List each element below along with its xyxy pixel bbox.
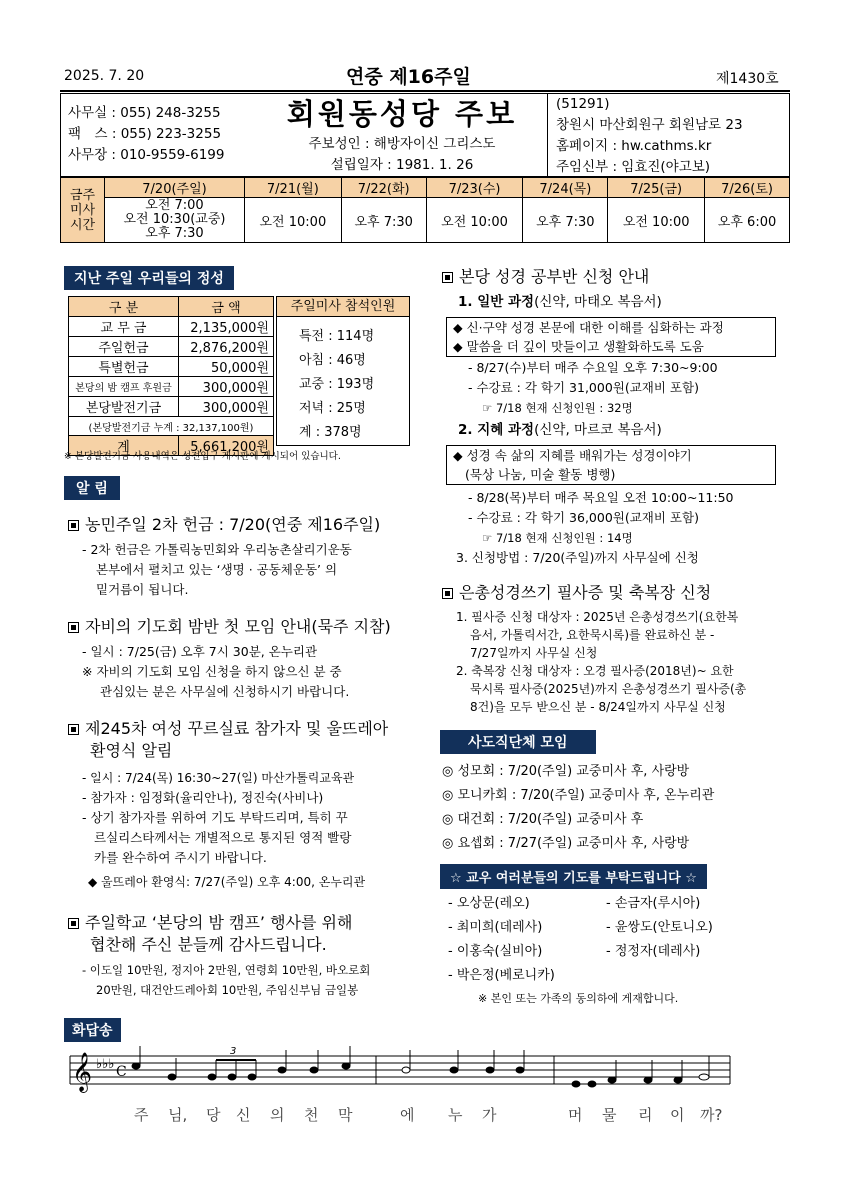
office-phone: 사무실 : 055) 248-3255 xyxy=(68,105,221,121)
attendance-row: 교중 : 193명 xyxy=(299,377,375,392)
wisdom-course xyxy=(458,420,662,440)
notice-line: 관심있는 분은 사무실에 신청하시기 바랍니다. xyxy=(100,684,350,699)
offering-category: 본당발전기금 xyxy=(69,397,179,417)
day-header: 7/24(목) xyxy=(523,178,608,198)
copy-line: 7/27일까지 사무실 신청 xyxy=(470,646,598,660)
day-header: 7/25(금) xyxy=(608,178,705,198)
mass-time: 오전 7:00 xyxy=(145,198,204,213)
lyric-syllable: 님, xyxy=(168,1106,188,1124)
mass-time: 오전 10:00 xyxy=(426,198,523,243)
lyric-syllable: 누 xyxy=(448,1106,463,1124)
lyric-syllable: 리 xyxy=(638,1106,653,1124)
title-block xyxy=(268,94,536,176)
lyric-syllable: 막 xyxy=(338,1106,353,1124)
mass-time: 오후 6:00 xyxy=(705,198,790,243)
lyric-syllable: 머 xyxy=(568,1106,583,1124)
notice-line: - 일시 : 7/24(목) 16:30~27(일) 마산가톨릭교육관 xyxy=(82,771,355,785)
header-rule xyxy=(60,90,790,92)
offering-badge: 지난 주일 우리들의 정성 xyxy=(64,266,234,290)
fund-footnote: ※ 본당발전기금 사용내역은 성전입구 게시판에 게시되어 있습니다. xyxy=(64,451,341,462)
notice-3 xyxy=(68,718,408,892)
header-divider xyxy=(547,93,548,177)
notice-2 xyxy=(68,616,408,702)
notice-line: - 상기 참가자를 위하여 기도 부탁드리며, 특히 꾸 xyxy=(82,810,348,825)
notice-title-cont: 협찬해 주신 분들께 감사드립니다. xyxy=(90,935,327,954)
course-desc: ◆ 성경 속 삶의 지혜를 배워가는 성경이야기 xyxy=(453,448,692,463)
svg-text:𝄞: 𝄞 xyxy=(72,1052,93,1092)
checkbox-icon xyxy=(68,724,79,735)
course-line: ☞ 7/18 현재 신청인원 : 14명 xyxy=(482,531,633,545)
copy-line: 2. 축복장 신청 대상자 : 오경 필사증(2018년)~ 요한 xyxy=(456,664,734,678)
attendance-row: 특전 : 114명 xyxy=(299,329,375,344)
consent-note: ※ 본인 또는 가족의 동의하에 게재합니다. xyxy=(478,992,679,1005)
mass-schedule-table xyxy=(60,177,790,243)
offering-amount: 2,876,200원 xyxy=(179,337,274,357)
copy-line: 묵시록 필사증(2025년)까지 은총성경쓰기 필사증(총 xyxy=(470,682,747,696)
day-header: 7/21(월) xyxy=(245,178,342,198)
checkbox-icon xyxy=(68,918,79,929)
copy-line: 8건)을 모두 받으신 분 - 8/24일까지 사무실 신청 xyxy=(470,700,726,714)
issue-date: 2025. 7. 20 xyxy=(64,68,145,84)
course-line: ☞ 7/18 현재 신청인원 : 32명 xyxy=(482,401,633,415)
lyric-syllable: 신 xyxy=(236,1106,251,1124)
apply-method: 3. 신청방법 : 7/20(주일)까지 사무실에 신청 xyxy=(456,550,699,565)
prayer-right xyxy=(606,892,713,964)
offering-category: 교 무 금 xyxy=(69,317,179,337)
mass-time: 오후 7:30 xyxy=(341,198,426,243)
group-item: ◎ 요셉회 : 7/27(주일) 교중미사 후, 사랑방 xyxy=(442,836,690,851)
prayer-badge: ☆ 교우 여러분들의 기도를 부탁드립니다 ☆ xyxy=(440,864,707,889)
notice-title: 자비의 기도회 밤반 첫 모임 안내(묵주 지참) xyxy=(85,617,391,636)
prayer-name: - 오상문(레오) xyxy=(448,896,530,911)
notice-4 xyxy=(68,912,408,1000)
offering-category: 본당의 밤 캠프 후원금 xyxy=(69,377,179,397)
liturgical-week: 연중 제16주일 xyxy=(346,66,471,88)
svg-text:♭♭♭: ♭♭♭ xyxy=(96,1057,115,1072)
groups-list xyxy=(442,760,714,856)
course-name: 2. 지혜 과정 xyxy=(458,422,535,438)
music-staff xyxy=(64,1036,736,1126)
offering-category: 주일헌금 xyxy=(69,337,179,357)
svg-text:3: 3 xyxy=(230,1046,237,1057)
lyric-syllable: 의 xyxy=(270,1106,285,1124)
lyrics-row xyxy=(134,1106,722,1124)
copy-line: 음서, 가톨릭서간, 요한묵시록)를 완료하신 분 - xyxy=(470,628,715,642)
col-header: 금 액 xyxy=(179,297,274,317)
fund-total-note: (본당발전기금 누계 : 32,137,100원) xyxy=(69,417,274,436)
office-contacts xyxy=(68,103,224,166)
course-sub: (신약, 마태오 복음서) xyxy=(534,294,662,310)
svg-text:C: C xyxy=(116,1064,127,1080)
attendance-row: 저녁 : 25명 xyxy=(299,401,366,416)
checkbox-icon xyxy=(442,588,453,599)
course-desc-box xyxy=(446,317,776,357)
attendance-row: 아침 : 46명 xyxy=(299,353,366,368)
patron-saint: 주보성인 : 해방자이신 그리스도 xyxy=(308,136,496,152)
issue-number: 제1430호 xyxy=(716,71,779,87)
notice-line: ※ 자비의 기도회 모임 신청을 하지 않으신 분 중 xyxy=(82,664,342,679)
course-details xyxy=(468,358,718,418)
lyric-syllable: 물 xyxy=(602,1106,617,1124)
notice-title-cont: 환영식 알림 xyxy=(90,741,173,760)
prayer-name: - 최미희(데레사) xyxy=(448,920,543,935)
prayer-name: - 손금자(루시아) xyxy=(606,896,701,911)
lyric-syllable: 천 xyxy=(304,1106,319,1124)
notice-line: ◆ 울뜨레아 환영식: 7/27(주일) 오후 4:00, 온누리관 xyxy=(88,875,366,889)
notice-line: - 이도일 10만원, 정지아 2만원, 연령회 10만원, 바오로회 xyxy=(82,963,371,977)
course-line: - 8/27(수)부터 매주 수요일 오후 7:30~9:00 xyxy=(468,360,718,375)
course-desc: ◆ 말씀을 더 깊이 맛들이고 생활화하도록 도움 xyxy=(453,339,704,354)
mass-time: 오후 7:30 xyxy=(523,198,608,243)
checkbox-icon xyxy=(68,622,79,633)
secretary-phone: 사무장 : 010-9559-6199 xyxy=(68,147,225,163)
groups-badge: 사도직단체 모임 xyxy=(440,730,596,754)
notice-line: 밑거름이 됩니다. xyxy=(96,582,189,597)
group-item: ◎ 성모회 : 7/20(주일) 교중미사 후, 사랑방 xyxy=(442,764,690,779)
notice-line: 카를 완수하여 주시기 바랍니다. xyxy=(94,850,267,865)
lyric-syllable: 에 xyxy=(400,1106,415,1124)
homepage: 홈페이지 : hw.cathms.kr xyxy=(556,138,712,154)
offering-amount: 2,135,000원 xyxy=(179,317,274,337)
course-line: - 수강료 : 각 학기 36,000원(교재비 포함) xyxy=(468,510,699,525)
course-desc-box xyxy=(446,445,776,485)
address-block xyxy=(556,94,743,178)
course-name: 1. 일반 과정 xyxy=(458,294,535,310)
sunday-times xyxy=(105,198,245,243)
section-title: 본당 성경 공부반 신청 안내 xyxy=(459,267,650,286)
lyric-syllable: 이 xyxy=(670,1106,685,1124)
notice-badge: 알 림 xyxy=(64,476,120,500)
offering-amount: 300,000원 xyxy=(179,397,274,417)
mass-time: 오전 10:00 xyxy=(245,198,342,243)
lyric-syllable: 주 xyxy=(134,1106,149,1124)
copy-details xyxy=(456,608,746,716)
notice-line: 20만원, 대건안드레아회 10만원, 주임신부님 금일봉 xyxy=(96,983,359,997)
total-label: 계 xyxy=(69,436,179,456)
mass-time: 오전 10:00 xyxy=(608,198,705,243)
course-line: - 수강료 : 각 학기 31,000원(교재비 포함) xyxy=(468,380,699,395)
pastor: 주임신부 : 임효진(야고보) xyxy=(556,159,711,175)
group-item: ◎ 대건회 : 7/20(주일) 교중미사 후 xyxy=(442,812,644,827)
course-line: - 8/28(목)부터 매주 목요일 오전 10:00~11:50 xyxy=(468,490,734,505)
fax: 팩 스 : 055) 223-3255 xyxy=(68,126,222,142)
prayer-left xyxy=(448,892,555,988)
prayer-name: - 박은정(베로니카) xyxy=(448,968,555,983)
checkbox-icon xyxy=(68,520,79,531)
attendance-header: 주일미사 참석인원 xyxy=(277,297,409,317)
notice-title: 농민주일 2차 헌금 : 7/20(연중 제16주일) xyxy=(85,515,381,534)
notice-1 xyxy=(68,514,408,600)
attendance-box xyxy=(276,296,410,446)
day-header: 7/22(화) xyxy=(341,178,426,198)
attendance-row: 계 : 378명 xyxy=(299,425,362,440)
notice-line: 르실리스타께서는 개별적으로 통지된 영적 빨랑 xyxy=(94,830,352,845)
founded-date: 설립일자 : 1981. 1. 26 xyxy=(330,157,474,173)
day-header: 7/26(토) xyxy=(705,178,790,198)
section-title: 은총성경쓰기 필사증 및 축복장 신청 xyxy=(459,583,712,602)
notice-title: 주일학교 ‘본당의 밤 캠프’ 행사를 위해 xyxy=(85,913,353,932)
checkbox-icon xyxy=(442,272,453,283)
offering-amount: 50,000원 xyxy=(179,357,274,377)
total-amount: 5,661,200원 xyxy=(179,436,274,456)
course-desc: (묵상 나눔, 미술 활동 병행) xyxy=(465,467,616,482)
lyric-syllable: 까? xyxy=(700,1106,723,1124)
lyric-syllable: 가 xyxy=(482,1106,497,1124)
notice-line: - 일시 : 7/25(금) 오후 7시 30분, 온누리관 xyxy=(82,644,318,659)
offering-amount: 300,000원 xyxy=(179,377,274,397)
lyric-syllable: 당 xyxy=(206,1106,221,1124)
copy-line: 1. 필사증 신청 대상자 : 2025년 은총성경쓰기(요한복 xyxy=(456,610,739,624)
prayer-name: - 정정자(데레사) xyxy=(606,944,701,959)
day-header: 7/20(주일) xyxy=(105,178,245,198)
bible-study-title xyxy=(442,266,649,288)
course-sub: (신약, 마르코 복음서) xyxy=(534,422,662,438)
notice-title: 제245차 여성 꾸르실료 참가자 및 울뜨레아 xyxy=(85,719,389,738)
notice-line: - 2차 헌금은 가톨릭농민회와 우리농촌살리기운동 xyxy=(82,542,352,557)
notice-line: 본부에서 펼치고 있는 ‘생명 · 공동체운동’ 의 xyxy=(96,562,338,577)
bulletin-title: 회원동성당 주보 xyxy=(286,97,518,131)
mass-label: 금주 미사 시간 xyxy=(61,178,105,243)
course-details xyxy=(468,488,733,548)
course-desc: ◆ 신·구약 성경 본문에 대한 이해를 심화하는 과정 xyxy=(453,320,724,335)
offering-category: 특별헌금 xyxy=(69,357,179,377)
notice-line: - 참가자 : 임정화(율리안나), 정진숙(사비나) xyxy=(82,790,324,805)
copy-section-title xyxy=(442,582,711,604)
postal-code: (51291) xyxy=(556,96,610,112)
prayer-name: - 이홍숙(실비아) xyxy=(448,944,543,959)
group-item: ◎ 모니카회 : 7/20(주일) 교중미사 후, 온누리관 xyxy=(442,788,715,803)
col-header: 구 분 xyxy=(69,297,179,317)
street-address: 창원시 마산회원구 회원남로 23 xyxy=(556,117,743,133)
mass-time: 오후 7:30 xyxy=(145,226,204,241)
offering-table xyxy=(68,296,274,456)
day-header: 7/23(수) xyxy=(426,178,523,198)
general-course xyxy=(458,292,662,312)
hymn-badge: 화답송 xyxy=(64,1018,121,1042)
prayer-name: - 윤쌍도(안토니오) xyxy=(606,920,713,935)
mass-time: 오전 10:30(교중) xyxy=(123,212,226,227)
